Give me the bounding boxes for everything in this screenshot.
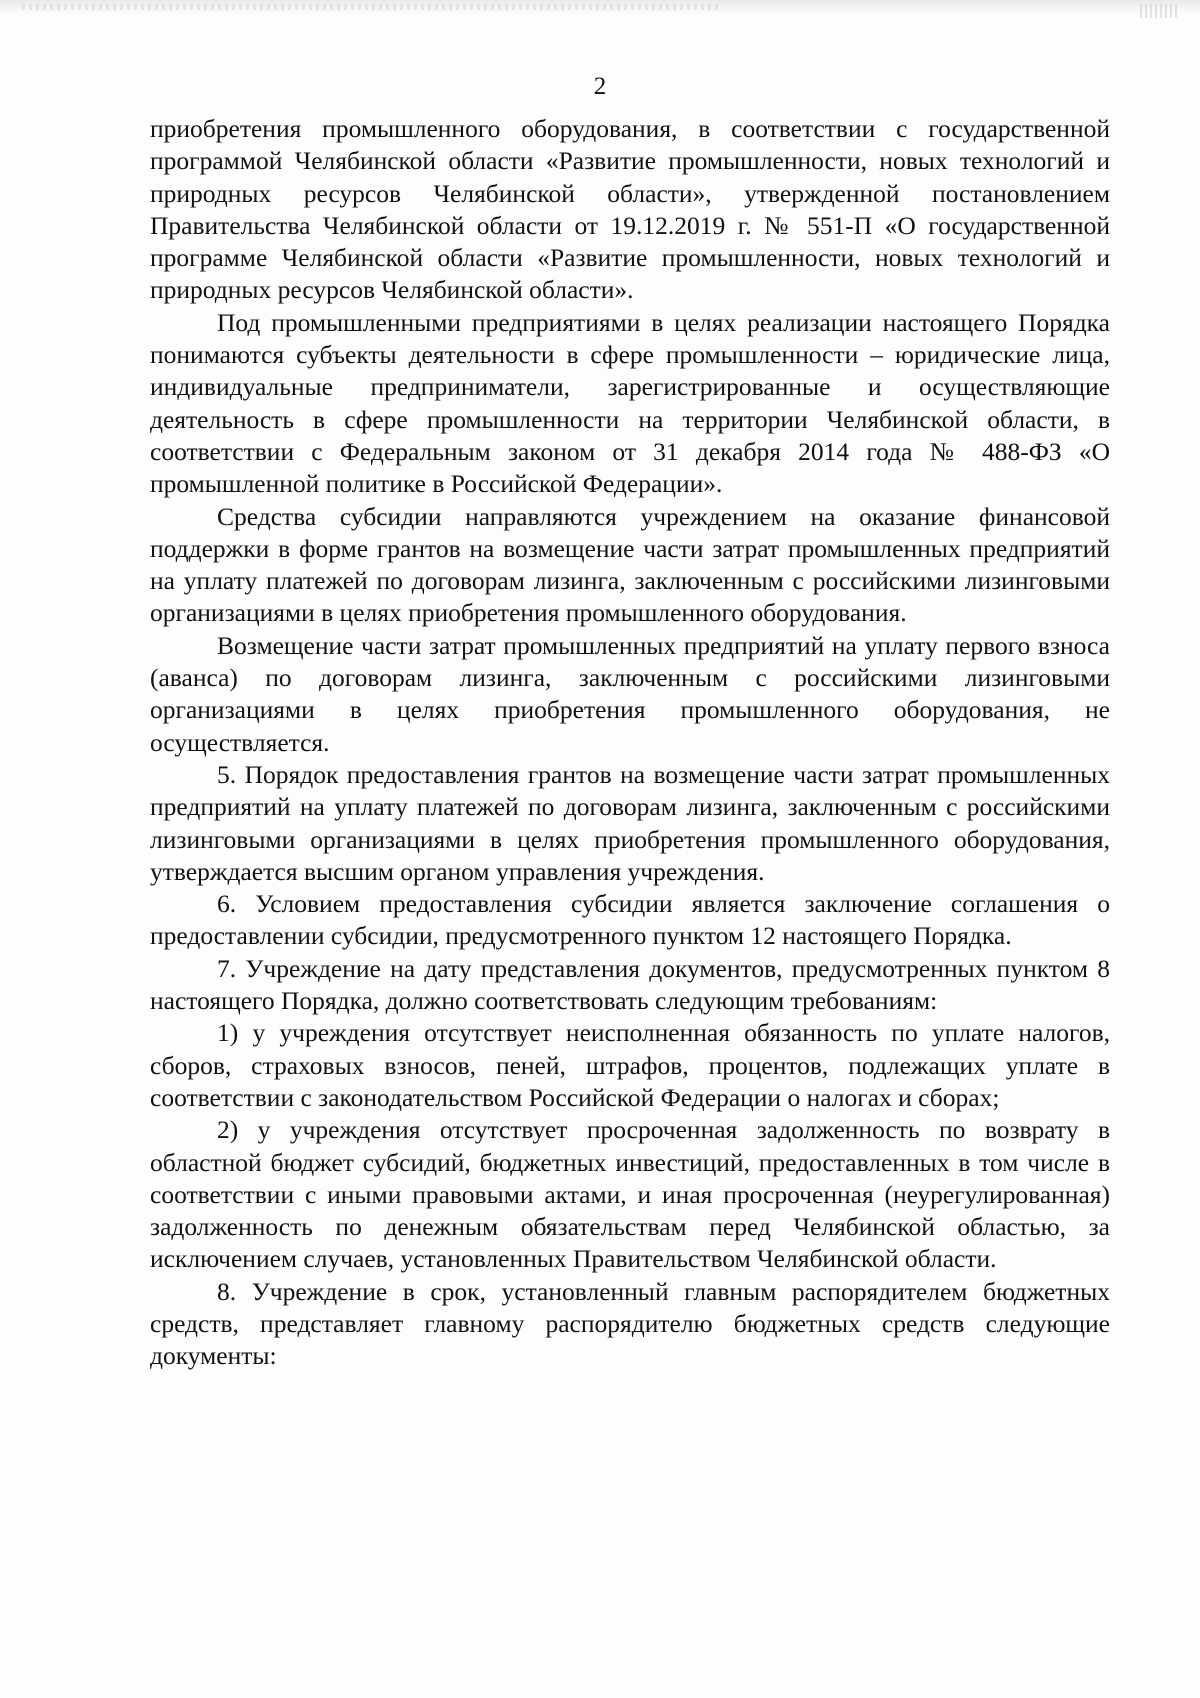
- scan-artifact-left: [22, 4, 722, 10]
- paragraph-item-8: 8. Учреждение в срок, установленный главным распорядителем бюджетных средств, представляет главному распорядителю бюджетных средств следующие документы:: [150, 1276, 1110, 1371]
- page-number: 2: [593, 73, 607, 100]
- paragraph-first-payment: Возмещение части затрат промышленных предприятий на уплату первого взноса (аванса) по договорам лизинга, заключенным с российскими лизинговыми организациями в целях приобретения промышленного оборудования, не осуществляется.: [150, 630, 1110, 757]
- paragraph-industrial-enterprises: Под промышленными предприятиями в целях реализации настоящего Порядка понимаются субъекты деятельности в сфере промышленности – юридические лица, индивидуальные предприниматели, зарегистрированные и осуществляющие деятельность в сфере промышленности на территории Челябинской области, в соответствии с Федеральным законом от 31 декабря 2014 года № 488-ФЗ «О промышленной политике в Российской Федерации».: [150, 307, 1110, 499]
- scan-artifact-right: [1140, 4, 1180, 18]
- paragraph-item-7-1: 1) у учреждения отсутствует неисполненная обязанность по уплате налогов, сборов, страховых взносов, пеней, штрафов, процентов, подлежащих уплате в соответствии с законодательством Российской Федерации о налогах и сборах;: [150, 1018, 1110, 1112]
- paragraph-subsidy-funds: Средства субсидии направляются учреждением на оказание финансовой поддержки в форме грантов на возмещение части затрат промышленных предприятий на уплату платежей по договорам лизинга, заключенным с российскими лизинговыми организациями в целях приобретения промышленного оборудования.: [150, 501, 1110, 628]
- paragraph-item-7: 7. Учреждение на дату представления документов, предусмотренных пунктом 8 настоящего Порядка, должно соответствовать следующим требованиям:: [150, 953, 1110, 1016]
- paragraph-item-6: 6. Условием предоставления субсидии является заключение соглашения о предоставлении субсидии, предусмотренного пунктом 12 настоящего Порядка.: [150, 889, 1110, 951]
- paragraph-item-7-2: 2) у учреждения отсутствует просроченная задолженность по возврату в областной бюджет субсидий, бюджетных инвестиций, предоставленных в том числе в соответствии с иными правовыми актами, и иная просроченная (неурегулированная) задолженность по денежным обязательствам перед Челябинской областью, за исключением случаев, установленных Правительством Челябинской области.: [150, 1115, 1110, 1274]
- document-body: [150, 113, 1110, 1373]
- paragraph-continuation: приобретения промышленного оборудования, в соответствии с государственной программой Челябинской области «Развитие промышленности, новых технологий и природных ресурсов Челябинской области», утвержденной постановлением Правительства Челябинской области от 19.12.2019 г. № 551-П «О государственной программе Челябинской области «Развитие промышленности, новых технологий и природных ресурсов Челябинской области».: [150, 114, 1110, 305]
- paragraph-item-5: 5. Порядок предоставления грантов на возмещение части затрат промышленных предприятий на уплату платежей по договорам лизинга, заключенным с российскими лизинговыми организациями в целях приобретения промышленного оборудования, утверждается высшим органом управления учреждения.: [150, 759, 1110, 886]
